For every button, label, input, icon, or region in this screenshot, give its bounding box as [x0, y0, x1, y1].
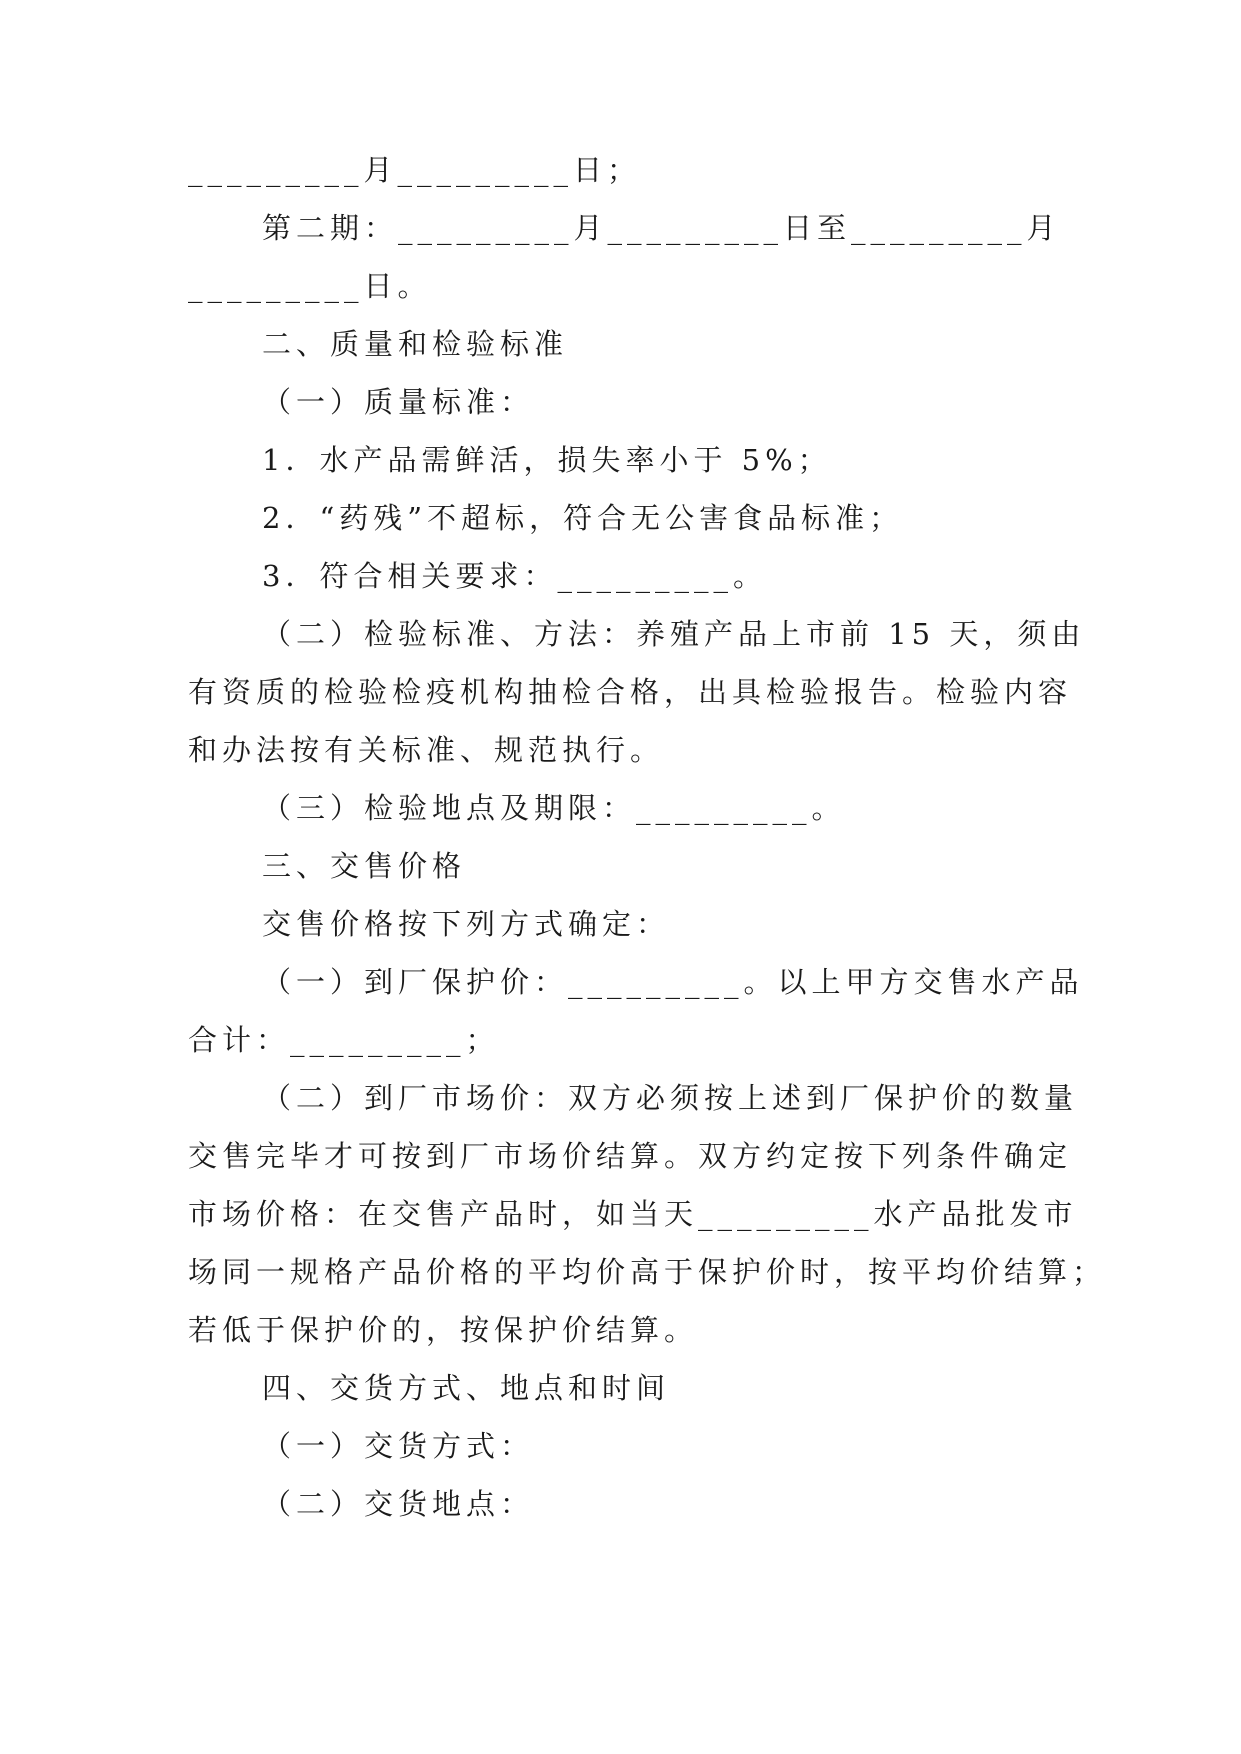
market-price-line-2: 交售完毕才可按到厂市场价结算。双方约定按下列条件确定 — [188, 1139, 1073, 1173]
quality-item-3: 3．符合相关要求：_________。 — [262, 559, 767, 593]
delivery-place-line: （二）交货地点： — [262, 1487, 535, 1521]
quality-item-1: 1．水产品需鲜活，损失率小于 5%； — [262, 443, 832, 477]
second-period-line: 第二期：_________月_________日至_________月 — [262, 211, 1061, 245]
protection-price-line-1: （一）到厂保护价：_________。以上甲方交售水产品 — [262, 965, 1084, 999]
quality-standard-heading: （一）质量标准： — [262, 385, 535, 419]
inspection-place-line: （三）检验地点及期限：_________。 — [262, 791, 846, 825]
quality-item-2: 2．“药残”不超标，符合无公害食品标准； — [262, 501, 904, 535]
market-price-line-1: （二）到厂市场价：双方必须按上述到厂保护价的数量 — [262, 1081, 1079, 1115]
inspection-standard-line-2: 有资质的检验检疫机构抽检合格，出具检验报告。检验内容 — [188, 675, 1073, 709]
section-3-heading: 三、交售价格 — [262, 849, 467, 883]
inspection-standard-line-3: 和办法按有关标准、规范执行。 — [188, 733, 665, 767]
section-4-heading: 四、交货方式、地点和时间 — [262, 1371, 671, 1405]
price-method-line: 交售价格按下列方式确定： — [262, 907, 671, 941]
market-price-line-3: 市场价格：在交售产品时，如当天_________水产品批发市 — [188, 1197, 1078, 1231]
section-2-heading: 二、质量和检验标准 — [262, 327, 569, 361]
delivery-method-line: （一）交货方式： — [262, 1429, 535, 1463]
second-period-continuation: _________日。 — [188, 269, 432, 303]
date-blank-line: _________月_________日； — [188, 153, 642, 187]
inspection-standard-line-1: （二）检验标准、方法：养殖产品上市前 15 天，须由 — [262, 617, 1086, 651]
market-price-line-4: 场同一规格产品价格的平均价高于保护价时，按平均价结算； — [188, 1255, 1107, 1289]
market-price-line-5: 若低于保护价的，按保护价结算。 — [188, 1313, 699, 1347]
protection-price-line-2: 合计：_________； — [188, 1023, 500, 1057]
